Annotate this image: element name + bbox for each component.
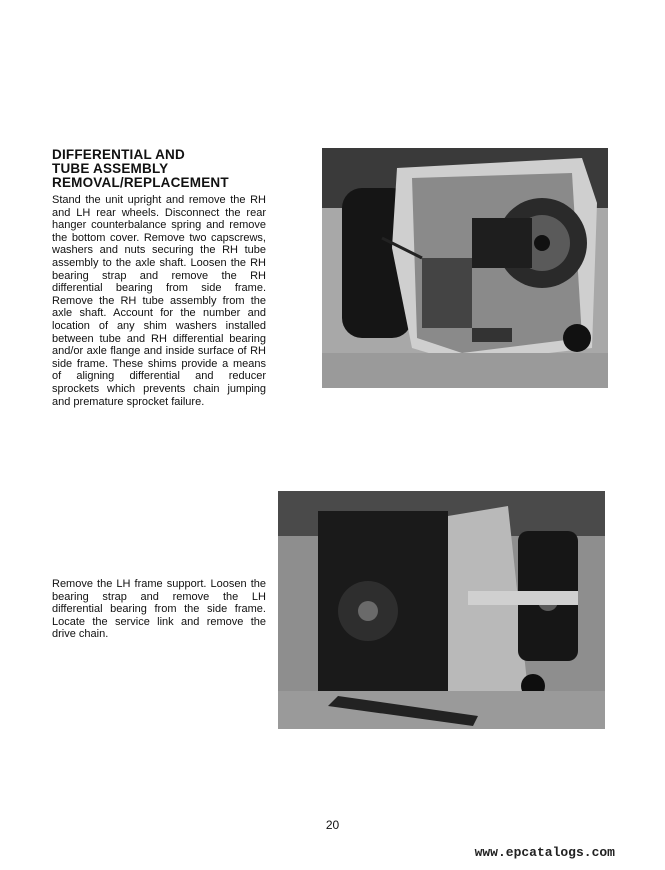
body-paragraph-2: Remove the LH frame support. Loosen the bearing strap and remove the LH differential bearing from the side frame. Locate the service link and remove the drive chain. bbox=[52, 578, 266, 641]
watermark: www.epcatalogs.com bbox=[474, 845, 615, 860]
rh-side-differential-photo bbox=[322, 148, 608, 388]
lh-side-bearing-photo bbox=[278, 491, 605, 729]
heading-line-1: DIFFERENTIAL AND bbox=[52, 147, 185, 162]
page-number: 20 bbox=[325, 818, 340, 832]
heading-line-2: TUBE ASSEMBLY bbox=[52, 161, 169, 176]
body-paragraph-1: Stand the unit upright and remove the RH and LH rear wheels. Disconnect the rear hanger counterbalance spring and remove the bottom cover. Remove two capscrews, washers and nuts securing the RH tube assembly to the axle shaft. Loosen the RH bearing strap and remove the RH differential bearing from side frame. Remove the RH tube assembly from the axle shaft. Account for the number and location of any shim washers installed between tube and RH differential bearing and/or axle flange and inside surface of RH side frame. These shims provide a means of aligning differential and reducer sprockets which prevents chain jumping and premature sprocket failure. bbox=[52, 194, 266, 408]
section-heading bbox=[52, 148, 282, 190]
heading-line-3: REMOVAL/REPLACEMENT bbox=[52, 175, 229, 190]
